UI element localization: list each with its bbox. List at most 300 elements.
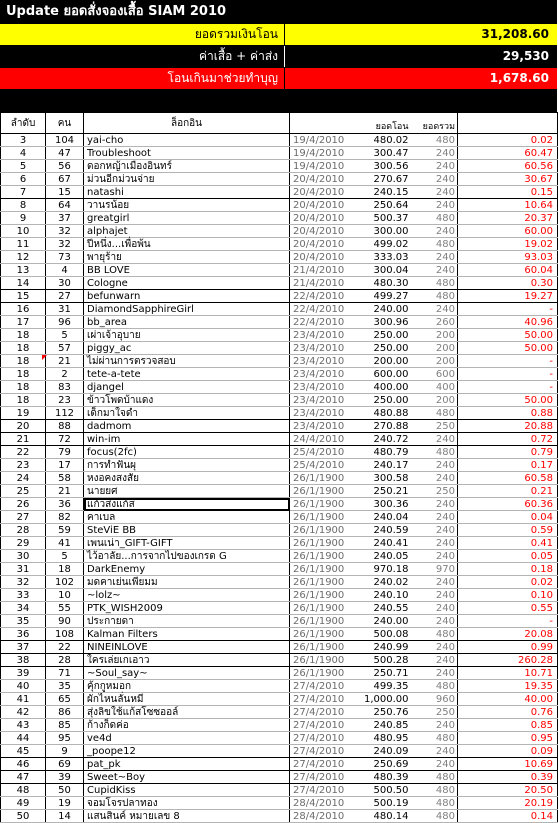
cell-deposit[interactable]: 0.10 [458,589,558,602]
cell-date[interactable]: 27/4/2010 [290,719,352,732]
cell-deposit[interactable]: 0.55 [458,602,558,615]
cell-login[interactable]: ผักไหนลั่นหมี [84,693,290,706]
cell-total[interactable]: 200 [411,355,458,368]
cell-deposit[interactable]: - [458,368,558,381]
cell-transfer[interactable]: 500.08 [352,628,411,641]
cell-total[interactable]: 480 [411,407,458,420]
cell-total[interactable]: 240 [411,537,458,550]
cell-seq[interactable]: 12 [1,251,46,264]
cell-login[interactable]: มดคาเย่นเพียมม [84,576,290,589]
cell-login[interactable]: tete-a-tete [84,368,290,381]
cell-transfer[interactable]: 250.69 [352,758,411,771]
cell-date[interactable]: 20/4/2010 [290,212,352,225]
cell-total[interactable]: 200 [411,342,458,355]
cell-login[interactable]: djangel [84,381,290,394]
cell-date[interactable]: 26/1/1900 [290,641,352,654]
cell-seq[interactable]: 28 [1,524,46,537]
cell-login[interactable]: นายยศ [84,485,290,498]
cell-transfer[interactable]: 480.14 [352,810,411,823]
cell-people[interactable]: 108 [46,628,84,641]
cell-seq[interactable]: 4 [1,147,46,160]
cell-people[interactable]: 39 [46,771,84,784]
cell-transfer[interactable]: 499.35 [352,680,411,693]
cell-transfer[interactable]: 300.47 [352,147,411,160]
cell-total[interactable]: 240 [411,550,458,563]
cell-login[interactable]: win-im [84,433,290,446]
cell-seq[interactable]: 40 [1,680,46,693]
cell-people[interactable]: 36 [46,498,84,511]
cell-deposit[interactable]: 19.27 [458,290,558,303]
cell-login[interactable]: ~lolz~ [84,589,290,602]
cell-people[interactable]: 14 [46,810,84,823]
cell-date[interactable]: 26/1/1900 [290,550,352,563]
cell-total[interactable]: 480 [411,680,458,693]
cell-deposit[interactable]: 0.02 [458,134,558,147]
shirt-shipping-value[interactable]: 29,530 [502,49,549,63]
cell-total[interactable]: 240 [411,160,458,173]
cell-transfer[interactable]: 480.88 [352,407,411,420]
cell-transfer[interactable]: 500.28 [352,654,411,667]
cell-total[interactable]: 240 [411,615,458,628]
cell-seq[interactable]: 20 [1,420,46,433]
cell-deposit[interactable]: 40.00 [458,693,558,706]
cell-total[interactable]: 600 [411,368,458,381]
cell-seq[interactable]: 18 [1,342,46,355]
cell-deposit[interactable]: 20.37 [458,212,558,225]
cell-seq[interactable]: 48 [1,784,46,797]
cell-login[interactable]: BB LOVE [84,264,290,277]
cell-date[interactable]: 22/4/2010 [290,290,352,303]
cell-date[interactable]: 26/1/1900 [290,667,352,680]
cell-transfer[interactable]: 240.00 [352,615,411,628]
cell-transfer[interactable]: 1,000.00 [352,693,411,706]
cell-login[interactable]: dadmom [84,420,290,433]
cell-login[interactable]: natashi [84,186,290,199]
cell-transfer[interactable]: 250.00 [352,329,411,342]
cell-total[interactable]: 260 [411,316,458,329]
cell-seq[interactable]: 7 [1,186,46,199]
cell-people[interactable]: 21 [46,355,84,368]
cell-deposit[interactable]: 20.50 [458,784,558,797]
cell-date[interactable]: 21/4/2010 [290,264,352,277]
cell-deposit[interactable]: 0.09 [458,745,558,758]
cell-people[interactable]: 15 [46,186,84,199]
cell-total[interactable]: 240 [411,433,458,446]
cell-deposit[interactable]: 60.56 [458,160,558,173]
cell-deposit[interactable]: 0.39 [458,771,558,784]
cell-deposit[interactable]: 0.88 [458,407,558,420]
cell-total[interactable]: 240 [411,147,458,160]
cell-deposit[interactable]: 0.05 [458,550,558,563]
cell-seq[interactable]: 18 [1,394,46,407]
cell-deposit[interactable]: 60.47 [458,147,558,160]
cell-seq[interactable]: 43 [1,719,46,732]
cell-seq[interactable]: 14 [1,277,46,290]
cell-deposit[interactable]: - [458,381,558,394]
cell-login[interactable]: focus(2fc) [84,446,290,459]
cell-deposit[interactable]: 60.04 [458,264,558,277]
cell-deposit[interactable]: - [458,303,558,316]
cell-seq[interactable]: 29 [1,537,46,550]
cell-seq[interactable]: 22 [1,446,46,459]
cell-date[interactable]: 20/4/2010 [290,199,352,212]
cell-transfer[interactable]: 240.04 [352,511,411,524]
cell-transfer[interactable]: 250.64 [352,199,411,212]
cell-date[interactable]: 27/4/2010 [290,758,352,771]
cell-transfer[interactable]: 250.71 [352,667,411,680]
cell-deposit[interactable]: 0.99 [458,641,558,654]
cell-date[interactable]: 21/4/2010 [290,277,352,290]
cell-seq[interactable]: 32 [1,576,46,589]
cell-login[interactable]: Troubleshoot [84,147,290,160]
cell-transfer[interactable]: 240.41 [352,537,411,550]
col-header-login[interactable]: ล็อกอิน [84,113,290,134]
cell-people[interactable]: 32 [46,225,84,238]
cell-login[interactable]: พายุร้าย [84,251,290,264]
cell-date[interactable]: 26/1/1900 [290,576,352,589]
cell-total[interactable]: 240 [411,199,458,212]
cell-total[interactable]: 240 [411,602,458,615]
cell-date[interactable]: 26/1/1900 [290,563,352,576]
cell-total[interactable]: 240 [411,225,458,238]
cell-total[interactable]: 240 [411,758,458,771]
cell-transfer[interactable]: 240.55 [352,602,411,615]
cell-deposit[interactable]: 0.76 [458,706,558,719]
cell-date[interactable]: 23/4/2010 [290,407,352,420]
cell-total[interactable]: 250 [411,706,458,719]
cell-people[interactable]: 5 [46,550,84,563]
cell-transfer[interactable]: 240.10 [352,589,411,602]
cell-total[interactable]: 200 [411,329,458,342]
cell-seq[interactable]: 25 [1,485,46,498]
cell-login[interactable]: bb_area [84,316,290,329]
cell-transfer[interactable]: 300.96 [352,316,411,329]
cell-total[interactable]: 240 [411,524,458,537]
cell-deposit[interactable]: 0.04 [458,511,558,524]
cell-seq[interactable]: 18 [1,329,46,342]
cell-seq[interactable]: 47 [1,771,46,784]
cell-transfer[interactable]: 250.00 [352,394,411,407]
cell-seq[interactable]: 18 [1,381,46,394]
cell-seq[interactable]: 18 [1,368,46,381]
cell-deposit[interactable]: 0.15 [458,186,558,199]
cell-transfer[interactable]: 240.72 [352,433,411,446]
cell-seq[interactable]: 23 [1,459,46,472]
cell-people[interactable]: 96 [46,316,84,329]
col-header-seq[interactable]: ลำดับ [1,113,46,134]
cell-deposit[interactable]: 93.03 [458,251,558,264]
cell-date[interactable]: 20/4/2010 [290,251,352,264]
cell-date[interactable]: 23/4/2010 [290,368,352,381]
cell-people[interactable]: 90 [46,615,84,628]
cell-people[interactable]: 10 [46,589,84,602]
cell-seq[interactable]: 33 [1,589,46,602]
cell-total[interactable]: 480 [411,290,458,303]
cell-total[interactable]: 240 [411,667,458,680]
cell-login[interactable]: befunwarn [84,290,290,303]
cell-deposit[interactable]: 0.30 [458,277,558,290]
cell-deposit[interactable]: 10.64 [458,199,558,212]
cell-deposit[interactable]: 50.00 [458,329,558,342]
cell-date[interactable]: 20/4/2010 [290,225,352,238]
cell-people[interactable]: 71 [46,667,84,680]
cell-total[interactable]: 480 [411,238,458,251]
cell-total[interactable]: 240 [411,654,458,667]
excess-value[interactable]: 1,678.60 [489,71,549,85]
cell-transfer[interactable]: 500.50 [352,784,411,797]
cell-login[interactable]: แสนสินค์ หมายเลข 8 [84,810,290,823]
cell-date[interactable]: 27/4/2010 [290,784,352,797]
cell-seq[interactable]: 8 [1,199,46,212]
cell-total[interactable]: 480 [411,784,458,797]
cell-login[interactable]: ก้างก็ดค่อ [84,719,290,732]
cell-people[interactable]: 9 [46,745,84,758]
cell-people[interactable]: 82 [46,511,84,524]
cell-deposit[interactable]: 0.21 [458,485,558,498]
cell-people[interactable]: 30 [46,277,84,290]
cell-seq[interactable]: 3 [1,134,46,147]
cell-date[interactable]: 24/4/2010 [290,433,352,446]
cell-people[interactable]: 64 [46,199,84,212]
cell-people[interactable]: 19 [46,797,84,810]
cell-people[interactable]: 57 [46,342,84,355]
cell-transfer[interactable]: 499.02 [352,238,411,251]
cell-seq[interactable]: 36 [1,628,46,641]
cell-login[interactable]: alphajet [84,225,290,238]
cell-people[interactable]: 35 [46,680,84,693]
cell-seq[interactable]: 15 [1,290,46,303]
cell-login[interactable]: วานรน้อย [84,199,290,212]
cell-date[interactable]: 26/1/1900 [290,602,352,615]
cell-date[interactable]: 26/1/1900 [290,472,352,485]
cell-login[interactable]: CupidKiss [84,784,290,797]
cell-login[interactable]: DiamondSapphireGirl [84,303,290,316]
cell-people[interactable]: 31 [46,303,84,316]
cell-people[interactable]: 50 [46,784,84,797]
cell-date[interactable]: 27/4/2010 [290,693,352,706]
cell-people[interactable]: 5 [46,329,84,342]
cell-login[interactable]: SteViE BB [84,524,290,537]
cell-deposit[interactable]: 19.02 [458,238,558,251]
cell-people[interactable]: 2 [46,368,84,381]
cell-total[interactable]: 480 [411,810,458,823]
cell-date[interactable]: 23/4/2010 [290,420,352,433]
cell-total[interactable]: 480 [411,732,458,745]
cell-transfer[interactable]: 250.00 [352,342,411,355]
cell-login[interactable]: ข้าวโพดบ้าแดง [84,394,290,407]
cell-people[interactable]: 85 [46,719,84,732]
cell-people[interactable]: 88 [46,420,84,433]
cell-login[interactable]: Kalman Filters [84,628,290,641]
cell-date[interactable]: 23/4/2010 [290,381,352,394]
col-header-deposit[interactable] [458,113,558,134]
cell-total[interactable]: 250 [411,485,458,498]
cell-login[interactable]: yai-cho [84,134,290,147]
cell-transfer[interactable]: 600.00 [352,368,411,381]
cell-date[interactable]: 23/4/2010 [290,342,352,355]
cell-deposit[interactable]: 10.71 [458,667,558,680]
cell-seq[interactable]: 46 [1,758,46,771]
cell-people[interactable]: 4 [46,264,84,277]
cell-date[interactable]: 22/4/2010 [290,303,352,316]
cell-date[interactable]: 26/1/1900 [290,498,352,511]
cell-seq[interactable]: 50 [1,810,46,823]
cell-total[interactable]: 960 [411,693,458,706]
cell-date[interactable]: 28/4/2010 [290,797,352,810]
cell-deposit[interactable]: 0.18 [458,563,558,576]
cell-login[interactable]: greatgirl [84,212,290,225]
cell-seq[interactable]: 6 [1,173,46,186]
cell-seq[interactable]: 18 [1,355,46,368]
cell-seq[interactable]: 9 [1,212,46,225]
cell-seq[interactable]: 13 [1,264,46,277]
cell-seq[interactable]: 39 [1,667,46,680]
cell-date[interactable]: 25/4/2010 [290,459,352,472]
cell-total[interactable]: 480 [411,277,458,290]
cell-people[interactable]: 21 [46,485,84,498]
cell-people[interactable]: 67 [46,173,84,186]
cell-deposit[interactable]: 50.00 [458,342,558,355]
cell-seq[interactable]: 11 [1,238,46,251]
cell-total[interactable]: 400 [411,381,458,394]
cell-transfer[interactable]: 970.18 [352,563,411,576]
cell-transfer[interactable]: 200.00 [352,355,411,368]
cell-seq[interactable]: 10 [1,225,46,238]
cell-deposit[interactable]: 60.00 [458,225,558,238]
cell-login[interactable]: เผ่าเจ้าอุบาย [84,329,290,342]
cell-date[interactable]: 26/1/1900 [290,524,352,537]
cell-people[interactable]: 47 [46,147,84,160]
cell-people[interactable]: 55 [46,602,84,615]
cell-deposit[interactable]: 0.59 [458,524,558,537]
cell-date[interactable]: 27/4/2010 [290,771,352,784]
cell-deposit[interactable]: 30.67 [458,173,558,186]
cell-people[interactable]: 23 [46,394,84,407]
cell-transfer[interactable]: 300.56 [352,160,411,173]
cell-transfer[interactable]: 500.19 [352,797,411,810]
cell-login[interactable]: คาเบล [84,511,290,524]
cell-seq[interactable]: 26 [1,498,46,511]
cell-date[interactable]: 27/4/2010 [290,706,352,719]
cell-seq[interactable]: 34 [1,602,46,615]
cell-total[interactable]: 480 [411,797,458,810]
cell-deposit[interactable]: 50.00 [458,394,558,407]
cell-total[interactable]: 240 [411,745,458,758]
cell-transfer[interactable]: 240.00 [352,303,411,316]
cell-seq[interactable]: 31 [1,563,46,576]
cell-transfer[interactable]: 480.79 [352,446,411,459]
cell-date[interactable]: 26/1/1900 [290,589,352,602]
cell-transfer[interactable]: 480.39 [352,771,411,784]
cell-login[interactable]: การทำฟันผุ [84,459,290,472]
cell-date[interactable]: 20/4/2010 [290,238,352,251]
cell-date[interactable]: 22/4/2010 [290,316,352,329]
cell-transfer[interactable]: 480.95 [352,732,411,745]
total-transfer-value[interactable]: 31,208.60 [481,27,549,41]
cell-people[interactable]: 95 [46,732,84,745]
cell-date[interactable]: 26/1/1900 [290,615,352,628]
cell-deposit[interactable]: 60.36 [458,498,558,511]
cell-people[interactable]: 73 [46,251,84,264]
cell-deposit[interactable]: 0.14 [458,810,558,823]
cell-people[interactable]: 83 [46,381,84,394]
cell-people[interactable]: 56 [46,160,84,173]
cell-seq[interactable]: 44 [1,732,46,745]
cell-transfer[interactable]: 400.00 [352,381,411,394]
cell-login[interactable]: DarkEnemy [84,563,290,576]
cell-transfer[interactable]: 270.67 [352,173,411,186]
cell-login[interactable]: ไว้อาลัย...การจากไปของเกรด G [84,550,290,563]
cell-people[interactable]: 112 [46,407,84,420]
cell-people[interactable]: 69 [46,758,84,771]
cell-total[interactable]: 250 [411,420,458,433]
cell-seq[interactable]: 21 [1,433,46,446]
cell-transfer[interactable]: 333.03 [352,251,411,264]
cell-transfer[interactable]: 300.36 [352,498,411,511]
cell-people[interactable]: 59 [46,524,84,537]
cell-date[interactable]: 26/1/1900 [290,654,352,667]
cell-deposit[interactable]: 19.35 [458,680,558,693]
cell-login[interactable]: NINEINLOVE [84,641,290,654]
cell-seq[interactable]: 45 [1,745,46,758]
cell-date[interactable]: 27/4/2010 [290,732,352,745]
cell-total[interactable]: 240 [411,264,458,277]
cell-transfer[interactable]: 300.04 [352,264,411,277]
cell-date[interactable]: 23/4/2010 [290,394,352,407]
cell-transfer[interactable]: 240.99 [352,641,411,654]
cell-transfer[interactable]: 300.00 [352,225,411,238]
cell-people[interactable]: 18 [46,563,84,576]
cell-deposit[interactable]: 10.69 [458,758,558,771]
cell-people[interactable]: 58 [46,472,84,485]
cell-login[interactable]: ม่วนอีกม่วนจ่าย [84,173,290,186]
cell-total[interactable]: 200 [411,394,458,407]
cell-total[interactable]: 240 [411,303,458,316]
cell-total[interactable]: 240 [411,719,458,732]
cell-login[interactable]: _poope12 [84,745,290,758]
col-header-total[interactable]: ยอดรวม [411,113,458,134]
cell-date[interactable]: 26/1/1900 [290,485,352,498]
cell-date[interactable]: 20/4/2010 [290,186,352,199]
cell-seq[interactable]: 19 [1,407,46,420]
cell-people[interactable]: 27 [46,290,84,303]
cell-total[interactable]: 240 [411,251,458,264]
cell-login[interactable]: piggy_ac [84,342,290,355]
cell-date[interactable]: 27/4/2010 [290,680,352,693]
cell-total[interactable]: 240 [411,576,458,589]
cell-seq[interactable]: 24 [1,472,46,485]
cell-total[interactable]: 970 [411,563,458,576]
shirt-shipping-label[interactable]: ค่าเสื้อ + ค่าส่ง [0,46,285,67]
cell-transfer[interactable]: 240.17 [352,459,411,472]
cell-login[interactable]: ประกายดา [84,615,290,628]
cell-transfer[interactable]: 240.59 [352,524,411,537]
cell-transfer[interactable]: 240.15 [352,186,411,199]
cell-seq[interactable]: 35 [1,615,46,628]
cell-total[interactable]: 480 [411,446,458,459]
cell-date[interactable]: 19/4/2010 [290,147,352,160]
cell-login[interactable]: ไม่ผ่านการตรวจสอบ [84,355,290,368]
cell-total[interactable]: 240 [411,459,458,472]
cell-date[interactable]: 26/1/1900 [290,511,352,524]
cell-date[interactable]: 27/4/2010 [290,745,352,758]
cell-transfer[interactable]: 300.58 [352,472,411,485]
cell-seq[interactable]: 49 [1,797,46,810]
cell-login[interactable]: ใครเล่ยเกเอาว [84,654,290,667]
cell-people[interactable]: 41 [46,537,84,550]
cell-date[interactable]: 23/4/2010 [290,329,352,342]
cell-transfer[interactable]: 240.09 [352,745,411,758]
